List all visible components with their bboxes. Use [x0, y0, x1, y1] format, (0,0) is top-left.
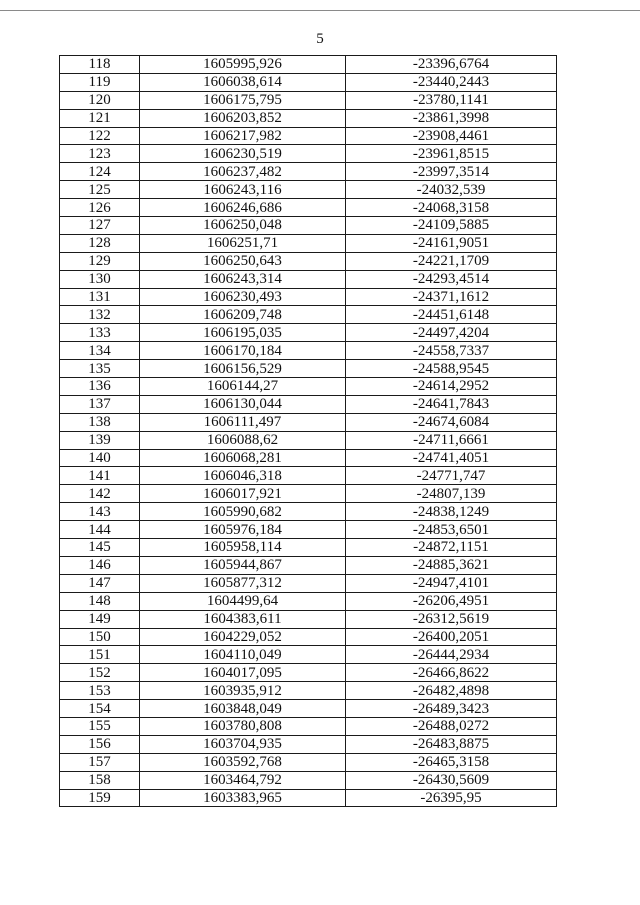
- point-number-cell: 150: [60, 628, 140, 646]
- y-coordinate-cell: -24711,6661: [346, 431, 557, 449]
- table-row: [60, 467, 557, 485]
- y-coordinate-cell: -26483,8875: [346, 735, 557, 753]
- table-row: [60, 431, 557, 449]
- top-rule: [0, 10, 640, 11]
- x-coordinate-cell: 1606068,281: [140, 449, 346, 467]
- y-coordinate-cell: -26206,4951: [346, 592, 557, 610]
- point-number-cell: 121: [60, 109, 140, 127]
- x-coordinate-cell: 1603780,808: [140, 717, 346, 735]
- x-coordinate-cell: 1606088,62: [140, 431, 346, 449]
- x-coordinate-cell: 1605877,312: [140, 574, 346, 592]
- table-row: [60, 73, 557, 91]
- table-row: [60, 700, 557, 718]
- y-coordinate-cell: -23997,3514: [346, 163, 557, 181]
- point-number-cell: 152: [60, 664, 140, 682]
- y-coordinate-cell: -24614,2952: [346, 378, 557, 396]
- table-row: [60, 789, 557, 807]
- x-coordinate-cell: 1606217,982: [140, 127, 346, 145]
- y-coordinate-cell: -26400,2051: [346, 628, 557, 646]
- table-row: [60, 771, 557, 789]
- y-coordinate-cell: -24161,9051: [346, 234, 557, 252]
- point-number-cell: 126: [60, 199, 140, 217]
- x-coordinate-cell: 1606156,529: [140, 360, 346, 378]
- point-number-cell: 140: [60, 449, 140, 467]
- x-coordinate-cell: 1606017,921: [140, 485, 346, 503]
- y-coordinate-cell: -26444,2934: [346, 646, 557, 664]
- x-coordinate-cell: 1603464,792: [140, 771, 346, 789]
- point-number-cell: 157: [60, 753, 140, 771]
- table-row: [60, 503, 557, 521]
- point-number-cell: 149: [60, 610, 140, 628]
- x-coordinate-cell: 1606230,493: [140, 288, 346, 306]
- table-row: [60, 56, 557, 74]
- table-row: [60, 217, 557, 235]
- table-row: [60, 395, 557, 413]
- table-row: [60, 306, 557, 324]
- table-row: [60, 735, 557, 753]
- y-coordinate-cell: -26312,5619: [346, 610, 557, 628]
- x-coordinate-cell: 1606246,686: [140, 199, 346, 217]
- table-row: [60, 199, 557, 217]
- point-number-cell: 141: [60, 467, 140, 485]
- point-number-cell: 135: [60, 360, 140, 378]
- x-coordinate-cell: 1603935,912: [140, 682, 346, 700]
- y-coordinate-cell: -23780,1141: [346, 91, 557, 109]
- x-coordinate-cell: 1604229,052: [140, 628, 346, 646]
- table-row: [60, 574, 557, 592]
- point-number-cell: 133: [60, 324, 140, 342]
- table-row: [60, 682, 557, 700]
- point-number-cell: 131: [60, 288, 140, 306]
- x-coordinate-cell: 1605990,682: [140, 503, 346, 521]
- x-coordinate-cell: 1606250,048: [140, 217, 346, 235]
- y-coordinate-cell: -24068,3158: [346, 199, 557, 217]
- point-number-cell: 142: [60, 485, 140, 503]
- y-coordinate-cell: -23861,3998: [346, 109, 557, 127]
- point-number-cell: 138: [60, 413, 140, 431]
- y-coordinate-cell: -26395,95: [346, 789, 557, 807]
- x-coordinate-cell: 1605958,114: [140, 539, 346, 557]
- point-number-cell: 119: [60, 73, 140, 91]
- y-coordinate-cell: -26465,3158: [346, 753, 557, 771]
- x-coordinate-cell: 1604017,095: [140, 664, 346, 682]
- x-coordinate-cell: 1606243,116: [140, 181, 346, 199]
- y-coordinate-cell: -24109,5885: [346, 217, 557, 235]
- y-coordinate-cell: -26430,5609: [346, 771, 557, 789]
- table-row: [60, 378, 557, 396]
- table-row: [60, 234, 557, 252]
- x-coordinate-cell: 1606209,748: [140, 306, 346, 324]
- y-coordinate-cell: -24885,3621: [346, 556, 557, 574]
- y-coordinate-cell: -23396,6764: [346, 56, 557, 74]
- table-row: [60, 556, 557, 574]
- y-coordinate-cell: -26488,0272: [346, 717, 557, 735]
- table-row: [60, 521, 557, 539]
- table-row: [60, 163, 557, 181]
- table-row: [60, 181, 557, 199]
- point-number-cell: 130: [60, 270, 140, 288]
- table-row: [60, 270, 557, 288]
- page-number: 5: [316, 31, 324, 47]
- point-number-cell: 159: [60, 789, 140, 807]
- x-coordinate-cell: 1605944,867: [140, 556, 346, 574]
- point-number-cell: 151: [60, 646, 140, 664]
- x-coordinate-cell: 1606170,184: [140, 342, 346, 360]
- table-row: [60, 252, 557, 270]
- point-number-cell: 154: [60, 700, 140, 718]
- x-coordinate-cell: 1606144,27: [140, 378, 346, 396]
- x-coordinate-cell: 1604110,049: [140, 646, 346, 664]
- y-coordinate-cell: -26466,8622: [346, 664, 557, 682]
- x-coordinate-cell: 1606111,497: [140, 413, 346, 431]
- point-number-cell: 148: [60, 592, 140, 610]
- point-number-cell: 129: [60, 252, 140, 270]
- point-number-cell: 134: [60, 342, 140, 360]
- table-row: [60, 91, 557, 109]
- x-coordinate-cell: 1603383,965: [140, 789, 346, 807]
- point-number-cell: 124: [60, 163, 140, 181]
- y-coordinate-cell: -24853,6501: [346, 521, 557, 539]
- point-number-cell: 158: [60, 771, 140, 789]
- table-row: [60, 413, 557, 431]
- y-coordinate-cell: -24771,747: [346, 467, 557, 485]
- y-coordinate-cell: -24838,1249: [346, 503, 557, 521]
- x-coordinate-cell: 1606038,614: [140, 73, 346, 91]
- point-number-cell: 143: [60, 503, 140, 521]
- y-coordinate-cell: -26482,4898: [346, 682, 557, 700]
- point-number-cell: 120: [60, 91, 140, 109]
- y-coordinate-cell: -24872,1151: [346, 539, 557, 557]
- y-coordinate-cell: -24947,4101: [346, 574, 557, 592]
- table-row: [60, 288, 557, 306]
- x-coordinate-cell: 1606250,643: [140, 252, 346, 270]
- point-number-cell: 128: [60, 234, 140, 252]
- table-row: [60, 592, 557, 610]
- x-coordinate-cell: 1603704,935: [140, 735, 346, 753]
- table-row: [60, 342, 557, 360]
- point-number-cell: 156: [60, 735, 140, 753]
- x-coordinate-cell: 1606230,519: [140, 145, 346, 163]
- y-coordinate-cell: -24558,7337: [346, 342, 557, 360]
- x-coordinate-cell: 1606243,314: [140, 270, 346, 288]
- point-number-cell: 137: [60, 395, 140, 413]
- point-number-cell: 155: [60, 717, 140, 735]
- point-number-cell: 118: [60, 56, 140, 74]
- table-row: [60, 485, 557, 503]
- table-row: [60, 717, 557, 735]
- point-number-cell: 145: [60, 539, 140, 557]
- y-coordinate-cell: -24032,539: [346, 181, 557, 199]
- y-coordinate-cell: -23908,4461: [346, 127, 557, 145]
- y-coordinate-cell: -23440,2443: [346, 73, 557, 91]
- y-coordinate-cell: -24221,1709: [346, 252, 557, 270]
- point-number-cell: 139: [60, 431, 140, 449]
- x-coordinate-cell: 1605995,926: [140, 56, 346, 74]
- y-coordinate-cell: -24371,1612: [346, 288, 557, 306]
- x-coordinate-cell: 1604499,64: [140, 592, 346, 610]
- table-row: [60, 539, 557, 557]
- x-coordinate-cell: 1603592,768: [140, 753, 346, 771]
- table-row: [60, 610, 557, 628]
- y-coordinate-cell: -24588,9545: [346, 360, 557, 378]
- point-number-cell: 127: [60, 217, 140, 235]
- point-number-cell: 147: [60, 574, 140, 592]
- y-coordinate-cell: -24807,139: [346, 485, 557, 503]
- coordinates-table: [59, 55, 557, 807]
- point-number-cell: 123: [60, 145, 140, 163]
- x-coordinate-cell: 1604383,611: [140, 610, 346, 628]
- x-coordinate-cell: 1606175,795: [140, 91, 346, 109]
- x-coordinate-cell: 1606195,035: [140, 324, 346, 342]
- table-row: [60, 449, 557, 467]
- point-number-cell: 146: [60, 556, 140, 574]
- y-coordinate-cell: -24741,4051: [346, 449, 557, 467]
- point-number-cell: 125: [60, 181, 140, 199]
- table-row: [60, 145, 557, 163]
- point-number-cell: 132: [60, 306, 140, 324]
- y-coordinate-cell: -24497,4204: [346, 324, 557, 342]
- y-coordinate-cell: -26489,3423: [346, 700, 557, 718]
- coordinates-table-body: [60, 56, 557, 807]
- table-row: [60, 753, 557, 771]
- x-coordinate-cell: 1606130,044: [140, 395, 346, 413]
- x-coordinate-cell: 1606046,318: [140, 467, 346, 485]
- y-coordinate-cell: -24293,4514: [346, 270, 557, 288]
- table-row: [60, 127, 557, 145]
- table-row: [60, 360, 557, 378]
- point-number-cell: 136: [60, 378, 140, 396]
- point-number-cell: 144: [60, 521, 140, 539]
- table-row: [60, 109, 557, 127]
- point-number-cell: 122: [60, 127, 140, 145]
- point-number-cell: 153: [60, 682, 140, 700]
- table-row: [60, 646, 557, 664]
- x-coordinate-cell: 1603848,049: [140, 700, 346, 718]
- y-coordinate-cell: -23961,8515: [346, 145, 557, 163]
- x-coordinate-cell: 1606203,852: [140, 109, 346, 127]
- y-coordinate-cell: -24674,6084: [346, 413, 557, 431]
- x-coordinate-cell: 1606237,482: [140, 163, 346, 181]
- y-coordinate-cell: -24641,7843: [346, 395, 557, 413]
- x-coordinate-cell: 1606251,71: [140, 234, 346, 252]
- table-row: [60, 664, 557, 682]
- table-row: [60, 324, 557, 342]
- table-row: [60, 628, 557, 646]
- y-coordinate-cell: -24451,6148: [346, 306, 557, 324]
- x-coordinate-cell: 1605976,184: [140, 521, 346, 539]
